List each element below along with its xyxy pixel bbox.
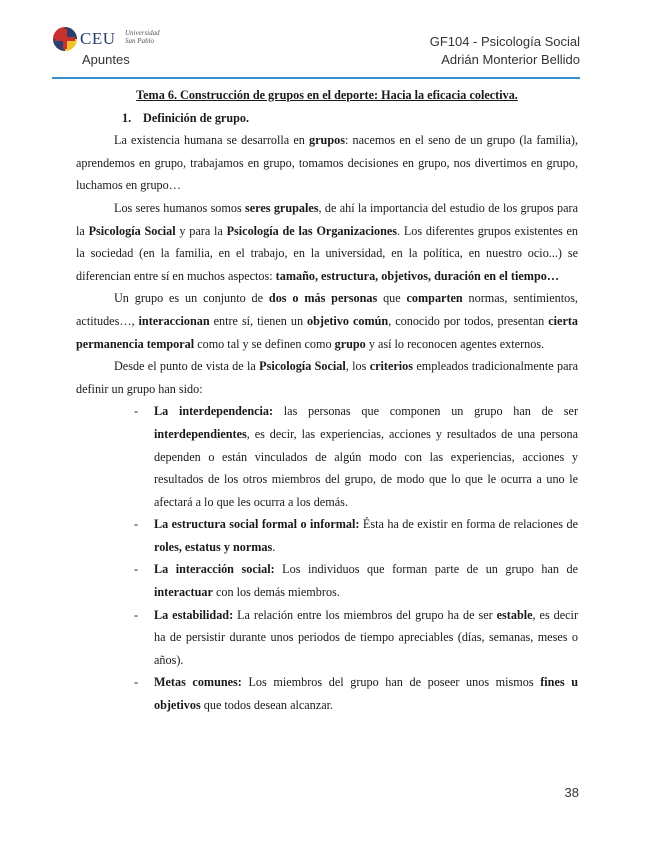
list-item: - Metas comunes: Los miembros del grupo han de poseer unos mismos fines u objetivos que todos desean alcanzar. [154, 671, 578, 716]
list-item: - La estabilidad: La relación entre los miembros del grupo ha de ser estable, es decir ha de persistir durante unos periodos de tiempo apreciables (días, semanas, meses o años). [154, 604, 578, 672]
ceu-emblem-icon [52, 26, 78, 52]
paragraph-4: Desde el punto de vista de la Psicología Social, los criterios empleados tradicionalmente para definir un grupo han sido: [76, 359, 578, 396]
bullet-dash: - [134, 404, 139, 419]
paragraph-3: Un grupo es un conjunto de dos o más personas que comparten normas, sentimientos, actitudes…, interaccionan entre sí, tienen un objetivo común, conocido por todos, presentan cierta permanencia temporal como tal y se definen como grupo y así lo reconocen agentes externos. [76, 291, 579, 351]
logo-subtitle [125, 29, 160, 45]
section-heading [122, 107, 578, 130]
list-item: - La interdependencia: las personas que componen un grupo han de ser interdependientes, es decir, las experiencias, acciones y resultados de una persona dependen o están vinculados de algún modo con las experiencias, acciones y resultados de los otros miembros del grupo, de modo que lo que le ocurra a uno le afectará a lo que les ocurra a los demás. [154, 400, 578, 513]
bullet-dash: - [134, 607, 139, 622]
page-number: 38 [564, 785, 579, 800]
logo-subtitle-line-1: Universidad [125, 29, 160, 37]
bullet-dash: - [134, 675, 139, 690]
paragraph-1: La existencia humana se desarrolla en grupos: nacemos en el seno de un grupo (la familia), aprendemos en grupo, trabajamos en grupo, tomamos decisiones en grupo, nos divertimos en grupo, luchamos en grupo… [76, 133, 578, 193]
document-body [76, 84, 578, 717]
section-label: Definición de grupo. [143, 110, 250, 125]
page-title: Tema 6. Construcción de grupos en el deporte: Hacia la eficacia colectiva. [136, 88, 518, 102]
page-header [52, 26, 580, 78]
course-code: GF104 - Psicología Social [429, 34, 580, 49]
bullet-dash: - [134, 562, 139, 577]
list-item: - La interacción social: Los individuos que forman parte de un grupo han de interactuar con los demás miembros. [154, 558, 578, 603]
paragraph-2: Los seres humanos somos seres grupales, de ahí la importancia del estudio de los grupos para la Psicología Social y para la Psicología de las Organizaciones. Los diferentes grupos existentes en la sociedad (en la familia, en el trabajo, en la universidad, en la política, en nuestro ocio...) se diferencian entre sí en muchos aspectos: tamaño, estructura, objetivos, duración en el tiempo… [76, 200, 578, 283]
bullet-dash: - [134, 517, 139, 532]
header-rule [52, 77, 580, 79]
logo-subtitle-line-2: San Pablo [125, 37, 154, 45]
author-name: Adrián Monterior Bellido [441, 52, 580, 67]
criteria-list [76, 400, 578, 716]
section-number: 1. [122, 110, 132, 125]
apuntes-label: Apuntes [82, 52, 130, 67]
list-item: - La estructura social formal o informal: Ésta ha de existir en forma de relaciones de roles, estatus y normas. [154, 513, 578, 558]
logo-text: CEU [80, 29, 116, 48]
